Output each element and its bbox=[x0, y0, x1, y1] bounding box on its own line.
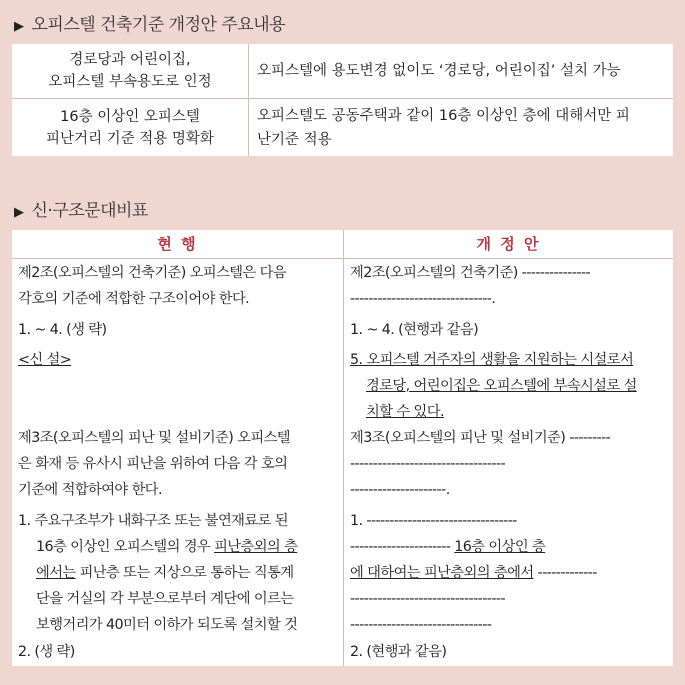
current-items-1-4: 1. ~ 4. (생 략) bbox=[18, 322, 107, 338]
new-provision-marker: <신 설> bbox=[18, 352, 72, 368]
triangle-bullet-icon: ▶ bbox=[14, 205, 24, 220]
revised-header: 개 정 안 bbox=[344, 230, 673, 259]
revised-item1-line: ------------------------------- bbox=[350, 617, 492, 633]
section-title-text: 신·구조문대비표 bbox=[31, 201, 148, 221]
revised-article2-line bbox=[350, 261, 669, 285]
current-item1-line bbox=[36, 561, 339, 585]
current-item1-underlined: 피난층외의 층 bbox=[214, 539, 298, 555]
revised-article3-text: 제3조(오피스텔의 피난 및 설비기준) bbox=[350, 430, 570, 446]
revised-article3-line: ---------------------. bbox=[350, 482, 450, 498]
current-item1-text: 16층 이상인 오피스텔의 경우 bbox=[36, 539, 215, 555]
summary-item bbox=[12, 44, 249, 98]
summary-item-line: 피난거리 기준 적용 명확화 bbox=[46, 130, 214, 147]
revised-dashes: --------- bbox=[569, 430, 611, 446]
revised-item1-line bbox=[350, 535, 669, 559]
current-item1-line: 단을 거실의 각 부분으로부터 계단에 이르는 bbox=[36, 591, 294, 607]
current-header: 현 행 bbox=[12, 230, 343, 259]
section-title-text: 오피스텔 건축기준 개정안 주요내용 bbox=[31, 15, 286, 35]
summary-item-line: 16층 이상인 오피스텔 bbox=[60, 108, 200, 125]
table-row bbox=[12, 99, 673, 156]
revised-dashes: ------------- bbox=[533, 565, 597, 581]
revised-items-1-4: 1. ~ 4. (현행과 같음) bbox=[350, 322, 479, 338]
revised-article3-line bbox=[350, 426, 669, 450]
revised-item1-underlined: 16층 이상인 층 bbox=[454, 539, 546, 555]
revised-article3-line: ---------------------------------- bbox=[350, 456, 506, 472]
revised-article2-line: -------------------------------. bbox=[350, 291, 496, 307]
current-item1-text: 피난층 또는 지상으로 통하는 직통계 bbox=[75, 565, 294, 581]
revised-item1-underlined: 에 대하여는 피난층외의 층에서 bbox=[350, 565, 534, 581]
current-article2-line: 각호의 기준에 적합한 구조이어야 한다. bbox=[18, 291, 250, 307]
current-column bbox=[12, 230, 344, 666]
revised-item5-line: 치할 수 있다. bbox=[366, 404, 444, 420]
revised-item1-line: 1. --------------------------------- bbox=[350, 513, 517, 529]
revised-item1-line: ---------------------------------- bbox=[350, 591, 506, 607]
current-item1-line bbox=[36, 535, 339, 559]
table-row bbox=[12, 44, 673, 99]
current-item2: 2. (생 략) bbox=[18, 644, 75, 660]
revised-item2: 2. (현행과 같음) bbox=[350, 644, 447, 660]
summary-item-line: 오피스텔 부속용도로 인정 bbox=[48, 74, 212, 90]
revised-article2-text: 제2조(오피스텔의 건축기준) bbox=[350, 265, 522, 281]
current-article3-line: 제3조(오피스텔의 피난 및 설비기준) 오피스텔 bbox=[18, 430, 291, 446]
revised-item5-line: 경로당, 어린이집은 오피스텔에 부속시설로 설 bbox=[366, 378, 637, 394]
revised-item1-line bbox=[350, 561, 669, 585]
revised-column bbox=[344, 230, 673, 666]
current-article3-line: 은 화재 등 유사시 피난을 위하여 다음 각 호의 bbox=[18, 456, 288, 472]
section-title-comparison bbox=[14, 196, 148, 221]
triangle-bullet-icon: ▶ bbox=[14, 19, 24, 34]
summary-item-line: 경로당과 어린이집, bbox=[69, 52, 191, 68]
summary-desc-line: 오피스텔에 용도변경 없이도 ‘경로당, 어린이집’ 설치 가능 bbox=[257, 63, 621, 79]
comparison-table bbox=[12, 230, 673, 666]
current-item1-line: 1. 주요구조부가 내화구조 또는 불연재료로 된 bbox=[18, 513, 288, 529]
current-article2-line: 제2조(오피스텔의 건축기준) 오피스텔은 다음 bbox=[18, 265, 287, 281]
section-title-summary bbox=[14, 10, 285, 35]
revised-dashes: --------------- bbox=[521, 265, 591, 281]
revised-item5-line: 5. 오피스텔 거주자의 생활을 지원하는 시설로서 bbox=[350, 352, 634, 368]
summary-desc-line: 난기준 적용 bbox=[257, 131, 332, 148]
summary-desc bbox=[249, 99, 673, 156]
revised-dashes: ---------------------- bbox=[350, 539, 455, 555]
summary-table bbox=[12, 44, 673, 156]
summary-item bbox=[12, 99, 249, 156]
summary-desc-line: 오피스텔도 공동주택과 같이 16층 이상인 층에 대해서만 피 bbox=[257, 107, 630, 124]
current-item1-line: 보행거리가 40미터 이하가 되도록 설치할 것 bbox=[36, 617, 298, 633]
current-article3-line: 기준에 적합하여야 한다. bbox=[18, 482, 162, 498]
summary-desc bbox=[249, 44, 673, 98]
current-item1-underlined: 에서는 bbox=[36, 565, 76, 581]
